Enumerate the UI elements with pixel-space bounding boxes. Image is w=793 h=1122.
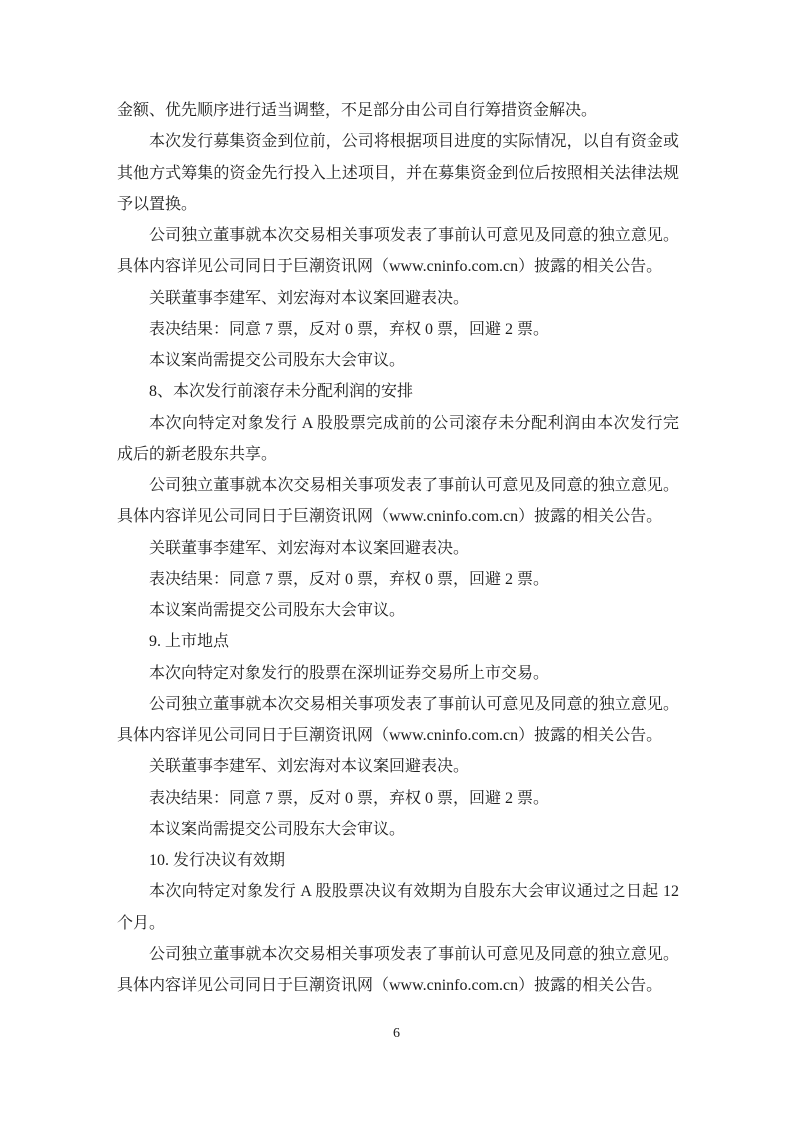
text-line: 其他方式筹集的资金先行投入上述项目，并在募集资金到位后按照相关法律法规 — [117, 164, 679, 182]
text-line: 本次向特定对象发行的股票在深圳证券交易所上市交易。 — [149, 664, 550, 682]
text-line: 成后的新老股东共享。 — [117, 445, 278, 463]
text-line: 本次向特定对象发行 A 股股票完成前的公司滚存未分配利润由本次发行完 — [149, 414, 679, 432]
text-line: 表决结果：同意 7 票，反对 0 票，弃权 0 票，回避 2 票。 — [149, 320, 550, 338]
text-line: 本次发行募集资金到位前，公司将根据项目进度的实际情况，以自有资金或 — [149, 133, 679, 151]
text-line: 具体内容详见公司同日于巨潮资讯网（www.cninfo.com.cn）披露的相关公告。 — [117, 727, 663, 744]
document-body — [117, 95, 679, 1001]
text-line: 关联董事李建军、刘宏海对本议案回避表决。 — [149, 758, 470, 776]
text-line: 表决结果：同意 7 票，反对 0 票，弃权 0 票，回避 2 票。 — [149, 789, 550, 807]
text-line: 表决结果：同意 7 票，反对 0 票，弃权 0 票，回避 2 票。 — [149, 570, 550, 588]
section-heading: 9. 上市地点 — [149, 633, 230, 651]
text-line: 公司独立董事就本次交易相关事项发表了事前认可意见及同意的独立意见。 — [149, 227, 679, 244]
text-line: 具体内容详见公司同日于巨潮资讯网（www.cninfo.com.cn）披露的相关公告。 — [117, 508, 663, 526]
text-line: 本议案尚需提交公司股东大会审议。 — [149, 352, 406, 369]
section-heading: 8、本次发行前滚存未分配利润的安排 — [149, 383, 414, 401]
page-number: 6 — [393, 1026, 400, 1041]
text-line: 具体内容详见公司同日于巨潮资讯网（www.cninfo.com.cn）披露的相关公告。 — [117, 977, 663, 994]
text-line: 金额、优先顺序进行适当调整，不足部分由公司自行筹措资金解决。 — [117, 102, 598, 119]
text-line: 公司独立董事就本次交易相关事项发表了事前认可意见及同意的独立意见。 — [149, 695, 679, 713]
text-line: 关联董事李建军、刘宏海对本议案回避表决。 — [149, 539, 470, 557]
text-line: 本次向特定对象发行 A 股股票决议有效期为自股东大会审议通过之日起 12 — [149, 883, 679, 901]
text-line: 具体内容详见公司同日于巨潮资讯网（www.cninfo.com.cn）披露的相关公告。 — [117, 258, 663, 276]
text-line: 个月。 — [117, 914, 166, 932]
text-line: 公司独立董事就本次交易相关事项发表了事前认可意见及同意的独立意见。 — [149, 477, 679, 494]
text-line: 予以置换。 — [117, 195, 198, 213]
text-line: 公司独立董事就本次交易相关事项发表了事前认可意见及同意的独立意见。 — [149, 945, 679, 963]
text-line: 本议案尚需提交公司股东大会审议。 — [149, 602, 406, 619]
text-line: 关联董事李建军、刘宏海对本议案回避表决。 — [149, 289, 470, 307]
text-line: 本议案尚需提交公司股东大会审议。 — [149, 820, 406, 838]
section-heading: 10. 发行决议有效期 — [149, 852, 286, 869]
